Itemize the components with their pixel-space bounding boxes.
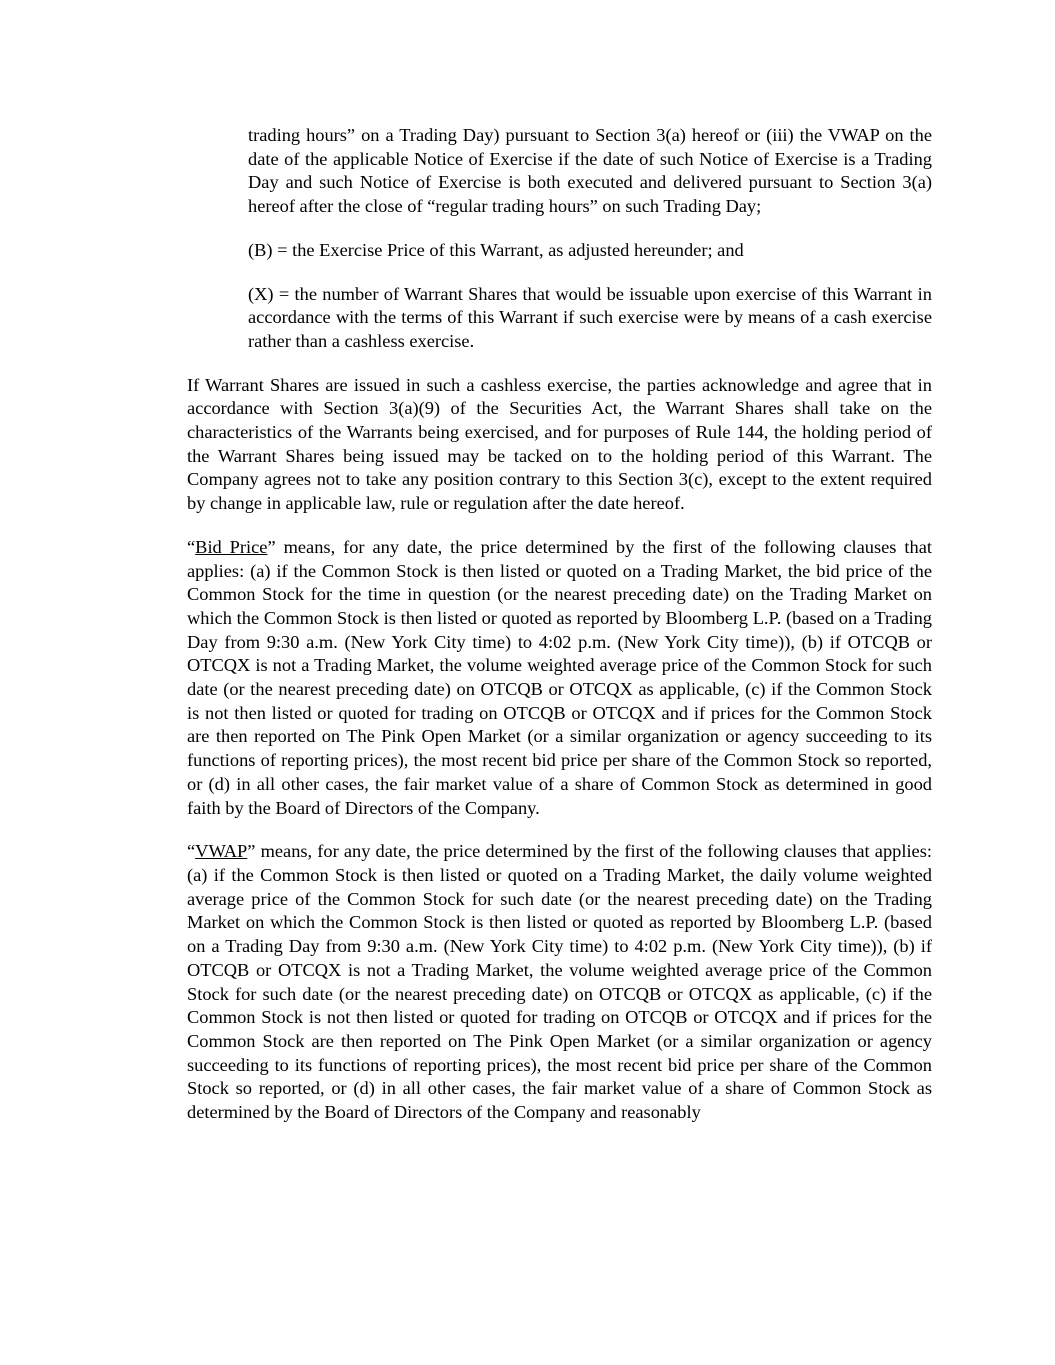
vwap-open-quote: “ xyxy=(187,841,196,862)
bid-price-open-quote: “ xyxy=(187,536,196,557)
variable-b-definition: (B) = the Exercise Price of this Warrant, as adjusted hereunder; and xyxy=(248,239,744,260)
vwap-definition xyxy=(187,840,932,1124)
vwap-term: VWAP xyxy=(195,841,248,862)
variable-x-definition: (X) = the number of Warrant Shares that would be issuable upon exercise of this Warrant in accordance with the terms of this Warrant if such exercise were by means of a cash exercise rather than a cashless exercise. xyxy=(248,283,932,351)
bid-price-term: Bid Price xyxy=(195,536,268,557)
bid-price-text: ” means, for any date, the price determined by the first of the following clauses that applies: (a) if the Common Stock is then listed or quoted on a Trading Market, the bid price of the Common Stock for the time in question (or the nearest preceding date) on the Trading Market on which the Common Stock is then listed or quoted as reported by Bloomberg L.P. (based on a Trading Day from 9:30 a.m. (New York City time) to 4:02 p.m. (New York City time)), (b) if OTCQB or OTCQX is not a Trading Market, the volume weighted average price of the Common Stock for such date (or the nearest preceding date) on OTCQB or OTCQX as applicable, (c) if the Common Stock is not then listed or quoted for trading on OTCQB or OTCQX and if prices for the Common Stock are then reported on The Pink Open Market (or a similar organization or agency succeeding to its functions of reporting prices), the most recent bid price per share of the Common Stock so reported, or (d) in all other cases, the fair market value of a share of Common Stock as determined in good faith by the Board of Directors of the Company. xyxy=(187,536,932,818)
document-page xyxy=(187,124,932,1145)
cashless-exercise-paragraph: If Warrant Shares are issued in such a cashless exercise, the parties acknowledge and agree that in accordance with Section 3(a)(9) of the Securities Act, the Warrant Shares shall take on the characteristics of the Warrants being exercised, and for purposes of Rule 144, the holding period of the Warrant Shares being issued may be tacked on to the holding period of this Warrant. The Company agrees not to take any position contrary to this Section 3(c), except to the extent required by change in applicable law, rule or regulation after the date hereof. xyxy=(187,374,932,514)
vwap-text: ” means, for any date, the price determined by the first of the following clauses that applies: (a) if the Common Stock is then listed or quoted on a Trading Market, the daily volume weighted average price of the Common Stock for such date (or the nearest preceding date) on the Trading Market on which the Common Stock is then listed or quoted as reported by Bloomberg L.P. (based on a Trading Day from 9:30 a.m. (New York City time) to 4:02 p.m. (New York City time)), (b) if OTCQB or OTCQX is not a Trading Market, the volume weighted average price of the Common Stock for such date (or the nearest preceding date) on OTCQB or OTCQX as applicable, (c) if the Common Stock is not then listed or quoted for trading on OTCQB or OTCQX and if prices for the Common Stock are then reported on The Pink Open Market (or a similar organization or agency succeeding to its functions of reporting prices), the most recent bid price per share of the Common Stock so reported, or (d) in all other cases, the fair market value of a share of Common Stock as determined by the Board of Directors of the Company and reasonably xyxy=(187,841,932,1123)
vwap-clause-continuation: trading hours” on a Trading Day) pursuant to Section 3(a) hereof or (iii) the VWAP on the date of the applicable Notice of Exercise if the date of such Notice of Exercise is a Trading Day and such Notice of Exercise is both executed and delivered pursuant to Section 3(a) hereof after the close of “regular trading hours” on such Trading Day; xyxy=(248,125,932,217)
bid-price-definition xyxy=(187,536,932,820)
indented-definitions xyxy=(248,124,932,354)
